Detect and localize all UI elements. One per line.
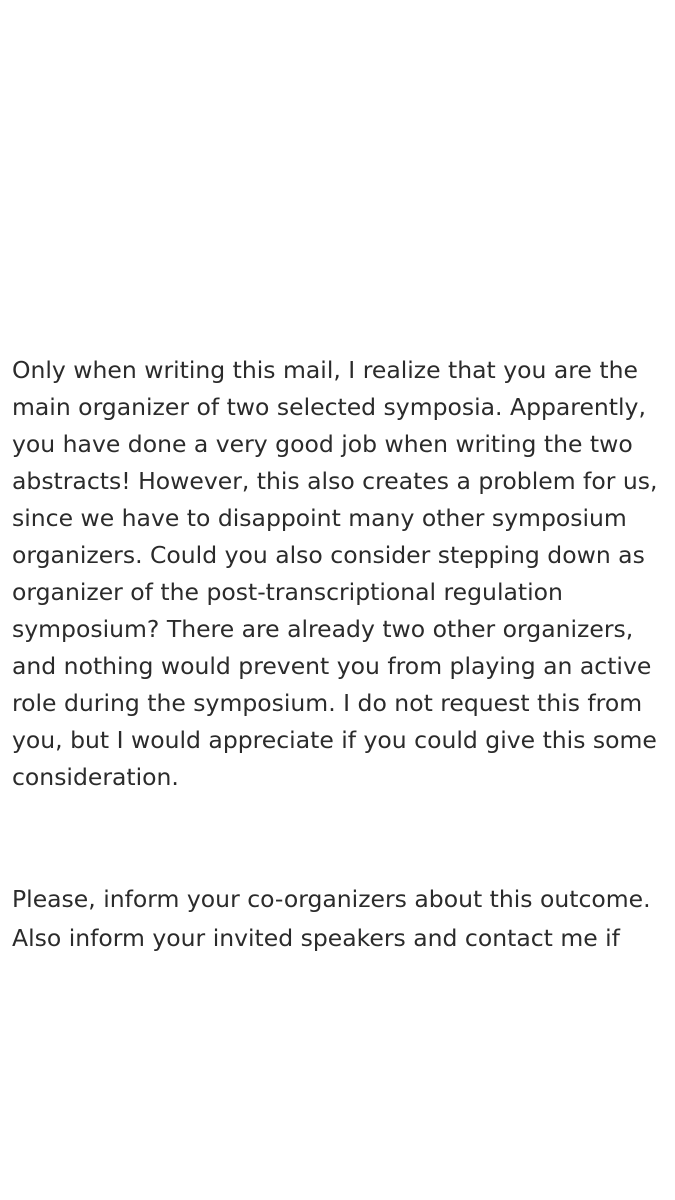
paragraph-line: you, but I would appreciate if you could give this some: [12, 726, 657, 754]
paragraph-line: Only when writing this mail, I realize that you are the: [12, 356, 638, 384]
paragraph-line: consideration.: [12, 763, 179, 791]
paragraph-line: role during the symposium. I do not request this from: [12, 689, 643, 717]
paragraph-line: and nothing would prevent you from playing an active: [12, 652, 652, 680]
paragraph-line: organizer of the post-transcriptional regulation: [12, 578, 563, 606]
paragraph-line: symposium? There are already two other organizers,: [12, 615, 634, 643]
paragraph-line: Please, inform your co-organizers about this outcome.: [12, 885, 651, 913]
paragraph-line: organizers. Could you also consider stepping down as: [12, 541, 645, 569]
email-paragraph-2: [12, 881, 675, 918]
email-paragraph-1: [12, 352, 675, 796]
paragraph-line: since we have to disappoint many other symposium: [12, 504, 627, 532]
paragraph-line: abstracts! However, this also creates a problem for us,: [12, 467, 658, 495]
paragraph-spacer: [12, 796, 675, 881]
paragraph-line: main organizer of two selected symposia. Apparently,: [12, 393, 646, 421]
paragraph-line: you have done a very good job when writing the two: [12, 430, 633, 458]
cut-off-line: Also inform your invited speakers and contact me if: [12, 924, 620, 952]
cut-off-line-container: [12, 918, 675, 952]
email-body: [12, 352, 675, 952]
